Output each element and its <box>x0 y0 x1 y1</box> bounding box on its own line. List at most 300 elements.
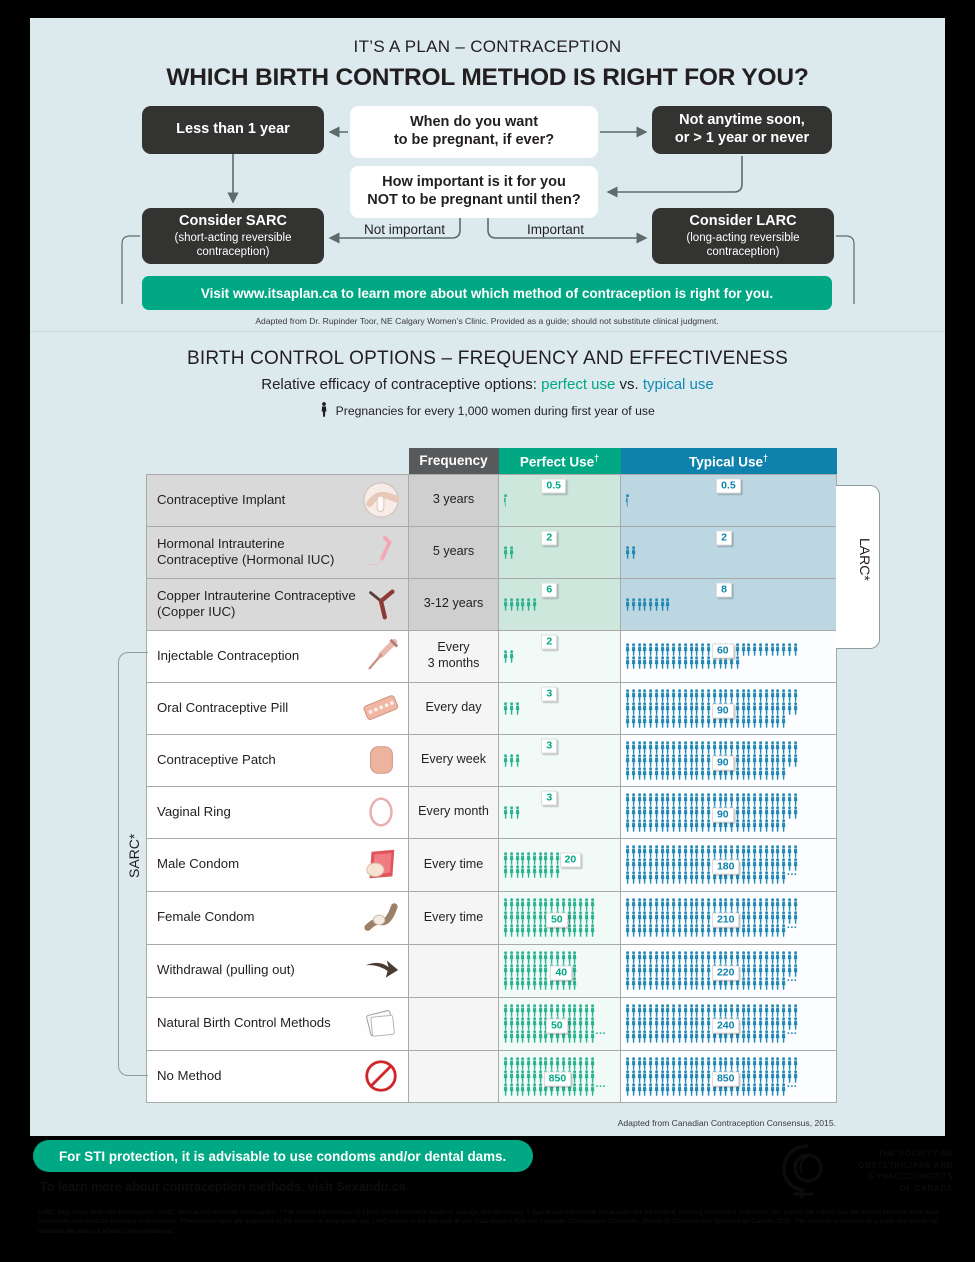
pregnancy-figure <box>642 689 647 702</box>
flow-node-when-pregnant <box>350 106 598 158</box>
pregnancy-figure <box>538 964 543 977</box>
pregnancy-figure <box>718 689 723 702</box>
pregnancy-figure <box>625 793 630 806</box>
pregnancy-figure <box>654 806 659 819</box>
pregnancy-figure <box>700 793 705 806</box>
pregnancy-figure <box>671 871 676 884</box>
pregnancy-figure <box>648 845 653 858</box>
pregnancy-figure <box>758 898 763 911</box>
pregnancy-figure <box>654 911 659 924</box>
value-chip: 3 <box>541 686 557 701</box>
flow-node-subtitle-line1: (long-acting reversible <box>686 231 800 244</box>
pregnancy-figure <box>700 1083 705 1096</box>
pregnancy-figure <box>706 702 711 715</box>
pregnancy-figure <box>781 819 786 832</box>
pregnancy-figure <box>746 1030 751 1043</box>
pregnancy-figure <box>509 650 514 663</box>
sogc-logo-mark <box>778 1142 832 1200</box>
pictogram <box>503 898 616 937</box>
pregnancy-figure <box>526 898 531 911</box>
pregnancy-figure <box>677 1017 682 1030</box>
hormonal-iud-icon <box>362 533 400 571</box>
pregnancy-figure <box>637 806 642 819</box>
pictogram-row <box>625 546 832 559</box>
pictogram <box>625 583 832 611</box>
pregnancy-figure <box>637 1057 642 1070</box>
pregnancy-figure <box>584 1070 589 1083</box>
pregnancy-figure <box>578 1083 583 1096</box>
pregnancy-figure <box>631 689 636 702</box>
pregnancy-figure <box>677 871 682 884</box>
pregnancy-figure <box>781 911 786 924</box>
typical-use-cell <box>621 786 837 838</box>
frequency-cell <box>409 944 499 997</box>
pregnancy-figure <box>625 1083 630 1096</box>
flow-node-label-line1: How important is it for you <box>382 174 566 191</box>
pregnancy-figure <box>764 964 769 977</box>
pregnancy-figure <box>532 1070 537 1083</box>
pregnancy-figure <box>648 702 653 715</box>
pregnancy-figure <box>758 715 763 728</box>
pregnancy-figure <box>741 643 746 656</box>
learn-more-text[interactable]: To learn more about contraception methods, visit Sexandu.ca <box>40 1180 406 1194</box>
pregnancy-figure <box>683 656 688 669</box>
flow-node-consider-larc <box>652 208 834 264</box>
pregnancy-figure <box>578 1070 583 1083</box>
section-effectiveness-header <box>30 348 945 420</box>
pregnancy-figure <box>775 924 780 937</box>
pregnancy-figure <box>503 702 508 715</box>
pregnancy-figure <box>671 793 676 806</box>
pregnancy-figure <box>770 845 775 858</box>
pregnancy-figure <box>578 1057 583 1070</box>
pregnancy-figure <box>561 1004 566 1017</box>
pregnancy-figure <box>775 702 780 715</box>
pregnancy-figure <box>764 767 769 780</box>
pregnancy-figure <box>665 977 670 990</box>
pregnancy-figure <box>509 754 514 767</box>
pregnancy-figure <box>689 715 694 728</box>
pictogram-legend <box>30 402 945 420</box>
pregnancy-figure <box>515 1070 520 1083</box>
pictogram-row <box>503 546 616 559</box>
table-row <box>147 944 837 997</box>
pregnancy-figure <box>665 656 670 669</box>
pregnancy-figure <box>631 793 636 806</box>
pregnancy-figure <box>775 1017 780 1030</box>
pregnancy-figure <box>770 924 775 937</box>
pregnancy-figure <box>572 1004 577 1017</box>
pregnancy-figure <box>538 1083 543 1096</box>
pregnancy-figure <box>572 1057 577 1070</box>
pregnancy-figure <box>752 1030 757 1043</box>
pregnancy-figure <box>654 754 659 767</box>
pregnancy-figure <box>775 689 780 702</box>
pregnancy-figure <box>526 1017 531 1030</box>
pregnancy-figure <box>781 1070 786 1083</box>
pregnancy-figure <box>654 819 659 832</box>
pregnancy-figure <box>642 858 647 871</box>
pregnancy-figure <box>700 911 705 924</box>
pregnancy-figure <box>526 977 531 990</box>
pregnancy-figure <box>665 598 670 611</box>
pregnancy-figure <box>660 1030 665 1043</box>
pregnancy-figure <box>665 1070 670 1083</box>
pregnancy-figure <box>654 741 659 754</box>
pregnancy-figure <box>625 741 630 754</box>
pregnancy-figure <box>520 1017 525 1030</box>
pregnancy-figure <box>752 715 757 728</box>
pregnancy-figure <box>625 643 630 656</box>
pictogram <box>625 689 832 728</box>
pregnancy-figure <box>689 806 694 819</box>
pregnancy-figure <box>735 1004 740 1017</box>
pregnancy-figure <box>642 819 647 832</box>
pregnancy-figure <box>764 1057 769 1070</box>
pregnancy-figure <box>694 977 699 990</box>
pregnancy-figure <box>683 964 688 977</box>
pregnancy-figure <box>683 1030 688 1043</box>
pregnancy-figure <box>781 1030 786 1043</box>
pregnancy-figure <box>677 793 682 806</box>
pregnancy-figure <box>561 951 566 964</box>
pregnancy-figure <box>509 702 514 715</box>
pregnancy-figure <box>741 898 746 911</box>
pregnancy-figure <box>543 977 548 990</box>
pregnancy-figure <box>642 715 647 728</box>
pregnancy-figure <box>509 898 514 911</box>
pictogram <box>503 635 616 663</box>
pregnancy-figure <box>723 689 728 702</box>
pregnancy-figure <box>683 806 688 819</box>
pregnancy-figure <box>706 1070 711 1083</box>
pregnancy-figure <box>752 702 757 715</box>
method-name: Contraceptive Patch <box>157 751 276 767</box>
pregnancy-figure <box>660 951 665 964</box>
pregnancy-figure <box>637 1017 642 1030</box>
pregnancy-figure <box>723 793 728 806</box>
method-name: Withdrawal (pulling out) <box>157 962 295 978</box>
pregnancy-figure <box>694 1070 699 1083</box>
pregnancy-figure <box>665 702 670 715</box>
pregnancy-figure <box>567 1057 572 1070</box>
pregnancy-figure <box>631 1017 636 1030</box>
pregnancy-figure <box>741 689 746 702</box>
pregnancy-figure <box>660 689 665 702</box>
pregnancy-figure <box>770 977 775 990</box>
pregnancy-figure <box>578 911 583 924</box>
pregnancy-figure <box>625 598 630 611</box>
pregnancy-figure <box>648 741 653 754</box>
pregnancy-figure <box>735 806 740 819</box>
pregnancy-figure <box>549 898 554 911</box>
pregnancy-figure <box>689 845 694 858</box>
pregnancy-figure <box>787 806 792 819</box>
pregnancy-figure <box>706 767 711 780</box>
pregnancy-figure <box>631 806 636 819</box>
pregnancy-figure <box>735 656 740 669</box>
pregnancy-figure <box>637 689 642 702</box>
pregnancy-figure <box>526 1030 531 1043</box>
pregnancy-figure <box>775 806 780 819</box>
pregnancy-figure <box>746 715 751 728</box>
pregnancy-figure <box>543 1057 548 1070</box>
pregnancy-figure <box>694 1057 699 1070</box>
pregnancy-figure <box>590 1083 595 1096</box>
pregnancy-figure <box>654 871 659 884</box>
pregnancy-figure <box>677 898 682 911</box>
pictogram-row <box>503 494 616 507</box>
pregnancy-figure <box>660 1004 665 1017</box>
pregnancy-figure <box>700 806 705 819</box>
pregnancy-figure <box>694 1083 699 1096</box>
pregnancy-figure <box>689 1070 694 1083</box>
male-condom-icon <box>362 846 400 884</box>
pregnancy-figure <box>526 1057 531 1070</box>
value-chip: 210 <box>712 913 740 928</box>
value-chip: 6 <box>541 582 557 597</box>
pregnancy-figure <box>741 702 746 715</box>
pregnancy-figure <box>781 1004 786 1017</box>
pregnancy-figure <box>660 898 665 911</box>
pregnancy-figure <box>741 741 746 754</box>
itsaplan-banner[interactable]: Visit www.itsaplan.ca to learn more about which method of contraception is right for you. <box>142 276 832 310</box>
perfect-use-cell <box>499 786 621 838</box>
pregnancy-figure <box>520 964 525 977</box>
pregnancy-figure <box>654 793 659 806</box>
pictogram-row <box>503 702 616 715</box>
pregnancy-figure <box>590 1030 595 1043</box>
pregnancy-figure <box>700 741 705 754</box>
pregnancy-figure <box>700 656 705 669</box>
pregnancy-figure <box>637 924 642 937</box>
pregnancy-figure <box>718 793 723 806</box>
pregnancy-figure <box>665 924 670 937</box>
pregnancy-figure <box>758 793 763 806</box>
pregnancy-figure <box>700 924 705 937</box>
pregnancy-figure <box>515 951 520 964</box>
pregnancy-figure <box>770 1004 775 1017</box>
pregnancy-figure <box>706 1083 711 1096</box>
pregnancy-figure <box>741 1030 746 1043</box>
perfect-use-cell <box>499 578 621 630</box>
pregnancy-figure <box>706 977 711 990</box>
pregnancy-figure <box>526 852 531 865</box>
pregnancy-figure <box>700 643 705 656</box>
pregnancy-figure <box>752 819 757 832</box>
pictogram <box>503 791 616 819</box>
pregnancy-figure <box>770 793 775 806</box>
pregnancy-figure <box>689 951 694 964</box>
pregnancy-figure <box>584 1083 589 1096</box>
pregnancy-figure <box>543 951 548 964</box>
pregnancy-figure <box>758 871 763 884</box>
pregnancy-figure <box>712 951 717 964</box>
pregnancy-figure <box>775 1030 780 1043</box>
pregnancy-figure <box>509 1057 514 1070</box>
pregnancy-figure <box>625 951 630 964</box>
pregnancy-figure <box>642 964 647 977</box>
pregnancy-figure <box>665 819 670 832</box>
pregnancy-figure <box>637 951 642 964</box>
flow-node-title: Consider SARC <box>179 213 287 230</box>
pregnancy-figure <box>590 1070 595 1083</box>
subtitle-vs: vs. <box>615 376 643 393</box>
pictogram-row <box>503 898 616 911</box>
pregnancy-figure <box>509 924 514 937</box>
pregnancy-figure <box>787 754 792 767</box>
pregnancy-figure <box>671 1017 676 1030</box>
pictogram-row <box>503 598 616 611</box>
table-row <box>147 734 837 786</box>
pregnancy-figure <box>683 1017 688 1030</box>
pregnancy-figure <box>752 1017 757 1030</box>
pictogram-ellipsis: ... <box>786 972 798 984</box>
pregnancy-figure <box>515 598 520 611</box>
pregnancy-figure <box>660 741 665 754</box>
pregnancy-figure <box>700 689 705 702</box>
pregnancy-figure <box>700 767 705 780</box>
pregnancy-figure <box>642 702 647 715</box>
method-name-cell <box>147 578 409 630</box>
pregnancy-figure <box>758 1030 763 1043</box>
pregnancy-figure <box>741 858 746 871</box>
pregnancy-figure <box>706 656 711 669</box>
pregnancy-figure <box>625 656 630 669</box>
pregnancy-figure <box>683 858 688 871</box>
pregnancy-figure <box>793 793 798 806</box>
pregnancy-figure <box>572 1017 577 1030</box>
pregnancy-figure <box>584 1004 589 1017</box>
pregnancy-figure <box>781 858 786 871</box>
pregnancy-figure <box>572 1030 577 1043</box>
pregnancy-figure <box>683 1070 688 1083</box>
pregnancy-figure <box>746 643 751 656</box>
pregnancy-figure <box>561 1057 566 1070</box>
pregnancy-figure <box>665 741 670 754</box>
pregnancy-figure <box>584 1017 589 1030</box>
pregnancy-figure <box>775 819 780 832</box>
pregnancy-figure <box>775 715 780 728</box>
pregnancy-figure <box>660 1057 665 1070</box>
pregnancy-figure <box>631 715 636 728</box>
pregnancy-figure <box>590 1017 595 1030</box>
pregnancy-figure <box>723 898 728 911</box>
pregnancy-figure <box>526 964 531 977</box>
pregnancy-figure <box>718 898 723 911</box>
logo-line-4: OF CANADA <box>899 1183 953 1193</box>
pregnancy-figure <box>648 767 653 780</box>
pregnancy-figure <box>683 911 688 924</box>
pregnancy-figure <box>764 1083 769 1096</box>
pregnancy-figure <box>758 741 763 754</box>
frequency-cell: 3-12 years <box>409 578 499 630</box>
value-chip: 40 <box>550 966 572 981</box>
pregnancy-figure <box>515 1030 520 1043</box>
flow-node-subtitle-line1: (short-acting reversible <box>174 231 292 244</box>
pregnancy-figure <box>689 643 694 656</box>
pregnancy-figure <box>694 1017 699 1030</box>
pregnancy-figure <box>729 1004 734 1017</box>
pregnancy-figure <box>509 1004 514 1017</box>
flow-node-how-important <box>350 166 598 218</box>
pregnancy-figure <box>677 767 682 780</box>
pregnancy-figure <box>689 1030 694 1043</box>
pregnancy-figure <box>746 819 751 832</box>
pregnancy-figure <box>637 845 642 858</box>
pregnancy-figure <box>729 845 734 858</box>
value-chip: 850 <box>712 1071 740 1086</box>
pregnancy-figure <box>665 1057 670 1070</box>
pregnancy-figure <box>509 1070 514 1083</box>
pregnancy-figure <box>671 767 676 780</box>
pregnancy-figure <box>758 1083 763 1096</box>
pictogram <box>503 479 616 507</box>
pregnancy-figure <box>660 977 665 990</box>
pregnancy-figure <box>694 911 699 924</box>
pregnancy-figure <box>515 806 520 819</box>
pregnancy-figure <box>787 1057 792 1070</box>
larc-bracket-label: LARC* <box>857 538 873 581</box>
pregnancy-figure <box>758 977 763 990</box>
table-body <box>147 474 837 1102</box>
pregnancy-figure <box>572 911 577 924</box>
flow-node-subtitle-line2: contraception) <box>706 245 780 258</box>
pregnancy-figure <box>503 951 508 964</box>
pregnancy-figure <box>660 1070 665 1083</box>
pregnancy-figure <box>770 754 775 767</box>
method-name: Injectable Contraception <box>157 647 300 663</box>
pregnancy-figure <box>637 1083 642 1096</box>
pregnancy-figure <box>775 911 780 924</box>
pregnancy-figure <box>677 964 682 977</box>
pregnancy-figure <box>764 898 769 911</box>
pregnancy-figure <box>706 858 711 871</box>
pregnancy-figure <box>509 1030 514 1043</box>
pregnancy-figure <box>787 702 792 715</box>
pregnancy-figure <box>660 911 665 924</box>
pregnancy-figure <box>532 911 537 924</box>
pregnancy-figure <box>781 689 786 702</box>
pregnancy-figure <box>793 845 798 858</box>
pregnancy-figure <box>677 911 682 924</box>
pregnancy-figure <box>694 767 699 780</box>
pregnancy-figure <box>752 689 757 702</box>
value-chip: 50 <box>546 913 568 928</box>
pregnancy-figure <box>775 1057 780 1070</box>
pregnancy-figure <box>746 977 751 990</box>
pregnancy-figure <box>515 754 520 767</box>
pregnancy-figure <box>625 858 630 871</box>
pregnancy-figure <box>671 806 676 819</box>
pregnancy-figure <box>665 858 670 871</box>
pregnancy-figure <box>758 1004 763 1017</box>
pregnancy-figure <box>503 754 508 767</box>
pregnancy-figure <box>654 1070 659 1083</box>
pregnancy-figure <box>503 1004 508 1017</box>
pregnancy-figure <box>746 1017 751 1030</box>
pregnancy-figure <box>694 806 699 819</box>
pregnancy-figure <box>689 1083 694 1096</box>
pregnancy-figure <box>752 741 757 754</box>
pregnancy-figure <box>758 1070 763 1083</box>
pregnancy-figure <box>642 951 647 964</box>
pregnancy-figure <box>694 898 699 911</box>
frequency-cell <box>409 997 499 1050</box>
pregnancy-figure <box>677 656 682 669</box>
value-chip: 90 <box>712 755 734 770</box>
flow-node-label-line2: to be pregnant, if ever? <box>393 132 555 148</box>
